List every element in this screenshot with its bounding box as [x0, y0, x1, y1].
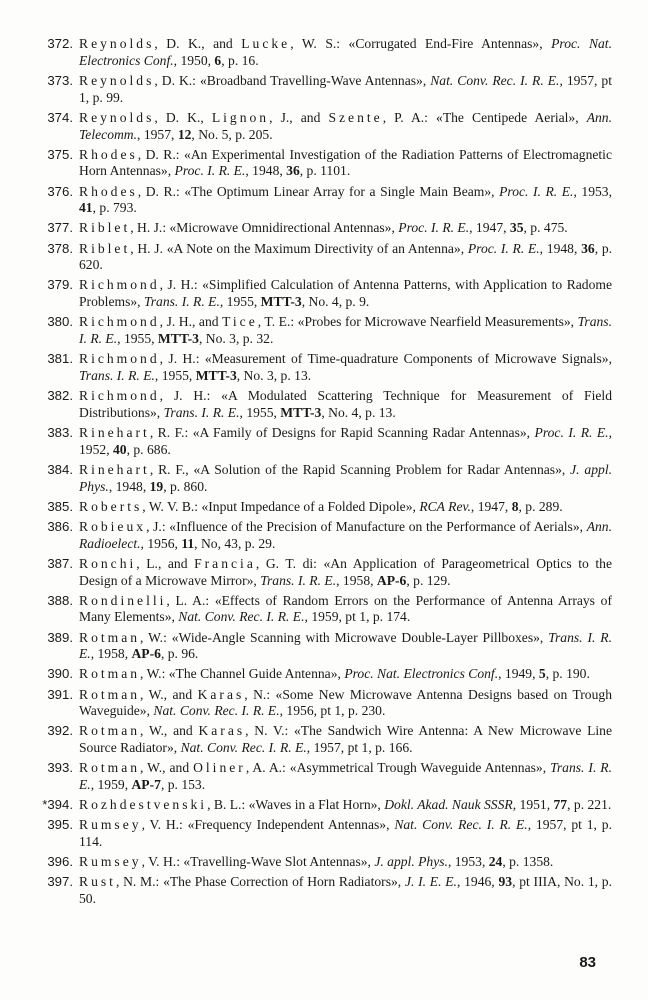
reference-segment: , p. 620. [79, 240, 613, 273]
reference-segment: , No. 4, p. 9. [301, 294, 370, 310]
reference-entry [16, 220, 612, 237]
author-surname: Szente [328, 109, 383, 125]
reference-entry [16, 556, 612, 590]
reference-text [79, 220, 612, 237]
reference-segment: , W., and [140, 723, 199, 739]
reference-segment: , H. J. «A Note on the Maximum Directivity of an Antenna», [130, 240, 468, 256]
volume-number: 19 [149, 478, 164, 494]
reference-entry [16, 184, 612, 218]
reference-segment: , N.: «Some New Microwave Antenna Designs based on Trough Waveguide», [79, 686, 612, 719]
volume-number: 36 [581, 240, 595, 256]
reference-text [79, 277, 612, 311]
journal-title: Proc. Nat. Electronics Conf. [344, 666, 499, 682]
author-surname: Reynolds [79, 109, 155, 125]
reference-segment: , W.: «The Channel Guide Antenna», [140, 666, 345, 682]
author-surname: Karas [197, 686, 245, 702]
reference-segment: , W.: «Wide-Angle Scanning with Microwave Double-Layer Pillboxes», [140, 629, 549, 645]
reference-segment: , 1953, [447, 854, 489, 870]
reference-segment: , p. 129. [406, 572, 451, 588]
reference-segment: , D. R.: «An Experimental Investigation of the Radiation Patterns of Electromagnetic Horn Antennas», [79, 146, 612, 179]
reference-entry [16, 797, 612, 814]
author-surname: Rumsey [79, 854, 142, 870]
reference-segment: , A. A.: «Asymmetrical Trough Waveguide Antennas», [245, 760, 551, 776]
reference-segment: , 1957, pt 1, p. 166. [306, 740, 413, 756]
journal-title: Trans. I. R. E. [79, 760, 613, 793]
author-surname: Reynolds [79, 72, 155, 88]
author-surname: Rotman [79, 723, 141, 739]
reference-text [79, 241, 612, 275]
reference-entry [16, 241, 612, 275]
reference-entry [16, 499, 612, 516]
reference-segment: , D. R.: «The Optimum Linear Array for a Single Main Beam», [137, 183, 500, 199]
journal-title: Ann. Telecomm. [79, 109, 612, 142]
reference-segment: , J., and [269, 109, 329, 125]
reference-list [16, 36, 612, 911]
reference-segment: , pt IIIA, No. 1, p. 50. [79, 874, 613, 907]
reference-segment: , 1949, [498, 666, 539, 682]
reference-entry [16, 687, 612, 721]
volume-number: 77 [553, 797, 568, 813]
reference-segment: , 1955, [117, 331, 158, 347]
volume-number: AP-6 [131, 646, 161, 662]
reference-segment: , T. E.: «Probes for Microwave Nearfield Measurements», [257, 314, 578, 330]
reference-text [79, 630, 612, 664]
reference-segment: , H. J.: «Microwave Omnidirectional Antennas», [130, 220, 399, 236]
reference-text [79, 666, 612, 683]
reference-segment: , L., and [136, 555, 195, 571]
reference-segment: , 1951, [512, 797, 554, 813]
reference-text [79, 462, 612, 496]
reference-segment: , 1957, pt 1, p. 99. [79, 72, 612, 105]
reference-entry [16, 36, 612, 70]
author-surname: Tice [222, 314, 258, 330]
reference-number: 372. [47, 36, 73, 51]
volume-number: 12 [177, 126, 192, 142]
reference-segment: , 1955, [219, 294, 261, 310]
author-surname: Rumsey [79, 817, 142, 833]
reference-number: 376. [47, 183, 73, 199]
volume-number: 93 [498, 874, 513, 890]
author-surname: Riblet [79, 220, 131, 236]
reference-segment: , p. 16. [221, 52, 259, 68]
reference-segment: , p. 221. [567, 797, 612, 813]
reference-text [79, 351, 612, 385]
reference-entry [16, 630, 612, 664]
reference-segment: , 1959, pt 1, p. 174. [304, 609, 411, 625]
author-surname: Ronchi [79, 555, 137, 571]
author-surname: Rotman [79, 629, 141, 645]
reference-segment: , J. H.: «Simplified Calculation of Antenna Patterns, with Application to Radome Problems», [79, 277, 612, 310]
journal-title: Trans. I. R. E. [79, 314, 612, 347]
reference-segment: , p. 1358. [502, 854, 554, 870]
author-surname: Riblet [79, 240, 131, 256]
reference-entry [16, 462, 612, 496]
reference-text [79, 817, 612, 851]
reference-segment: , p. 475. [523, 220, 568, 236]
reference-segment: , B. L.: «Waves in a Flat Horn», [207, 797, 385, 813]
volume-number: 11 [181, 535, 195, 551]
volume-number: AP-6 [376, 572, 407, 588]
reference-text [79, 73, 612, 107]
journal-title: J. I. E. E. [404, 874, 457, 890]
author-surname: Rhodes [79, 183, 138, 199]
reference-text [79, 36, 612, 70]
reference-text [79, 147, 612, 181]
reference-text [79, 854, 612, 871]
volume-number: 41 [79, 200, 93, 216]
author-surname: Rotman [79, 686, 141, 702]
reference-segment: , W., and [140, 760, 194, 776]
journal-title: Nat. Conv. Rec. I. R. E. [178, 609, 305, 625]
reference-segment: , p. 153. [160, 777, 206, 793]
author-surname: Karas [198, 723, 246, 739]
author-surname: Oliner [193, 760, 246, 776]
reference-segment: , J.: «Influence of the Precision of Manufacture on the Performance of Aerials», [146, 518, 587, 534]
volume-number: MTT-3 [195, 368, 237, 384]
reference-segment: , 1955, [154, 368, 196, 384]
reference-number: 383. [47, 425, 73, 440]
reference-segment: , R. F., «A Solution of the Rapid Scanning Problem for Radar Antennas», [149, 461, 571, 477]
author-surname: Roberts [79, 498, 143, 514]
reference-text [79, 314, 612, 348]
reference-segment: , No, 43, p. 29. [194, 535, 276, 551]
reference-segment: , p. 793. [92, 200, 137, 216]
journal-title: J. appl. Phys. [374, 854, 448, 870]
reference-segment: , 1955, [239, 404, 281, 420]
reference-entry [16, 874, 612, 908]
journal-title: Proc. I. R. E. [499, 183, 574, 199]
reference-segment: , p. 686. [126, 441, 171, 457]
author-surname: Rinehart [79, 461, 150, 477]
reference-segment: , 1959, [90, 777, 132, 793]
reference-segment: , 1956, pt 1, p. 230. [279, 703, 386, 719]
journal-title: Nat. Conv. Rec. I. R. E. [430, 72, 560, 88]
journal-title: Proc. I. R. E. [534, 425, 609, 440]
reference-segment: , D. K., and [154, 36, 242, 51]
journal-title: Ann. Radioelect. [79, 518, 612, 551]
reference-segment: , 1956, [140, 535, 182, 551]
reference-segment: , W. V. B.: «Input Impedance of a Folded Dipole», [142, 498, 420, 514]
reference-text [79, 593, 612, 627]
journal-title: Nat. Conv. Rec. I. R. E. [180, 740, 307, 756]
reference-segment: , No. 3, p. 13. [236, 368, 312, 384]
journal-title: J. appl. Phys. [79, 461, 612, 494]
reference-segment: , 1950, [173, 52, 215, 68]
journal-title: Dokl. Akad. Nauk SSSR [384, 797, 513, 813]
author-surname: Rotman [79, 666, 141, 682]
journal-title: Nat. Conv. Rec. I. R. E. [153, 703, 280, 719]
reference-entry [16, 666, 612, 683]
reference-text [79, 874, 612, 908]
journal-title: Proc. Nat. Electronics Conf. [79, 36, 612, 68]
reference-segment: , J. H.: «Measurement of Time-quadrature Components of Microwave Signals», [159, 351, 612, 367]
reference-text [79, 425, 612, 459]
reference-segment: , V. H.: «Frequency Independent Antennas», [141, 817, 395, 833]
reference-entry [16, 147, 612, 181]
journal-title: Trans. I. R. E. [79, 368, 155, 384]
author-surname: Rust [79, 874, 116, 890]
reference-segment: , N. V.: «The Sandwich Wire Antenna: A New Microwave Line Source Radiator», [79, 723, 613, 756]
reference-entry [16, 388, 612, 422]
reference-entry [16, 854, 612, 871]
journal-title: Trans. I. R. E. [143, 294, 220, 310]
author-surname: Richmond [79, 277, 160, 293]
reference-number: 381. [47, 351, 73, 367]
reference-text [79, 388, 612, 422]
reference-text [79, 519, 612, 553]
author-surname: Rinehart [79, 425, 150, 440]
author-surname: Lignon [211, 109, 270, 125]
reference-number: 387. [47, 555, 73, 571]
reference-number: 388. [47, 592, 73, 608]
reference-text [79, 760, 612, 794]
reference-text [79, 184, 612, 218]
reference-number: 396. [47, 854, 73, 870]
reference-number: 386. [47, 518, 73, 534]
author-surname: Richmond [79, 351, 160, 367]
reference-segment: , 1957, pt 1, p. 114. [79, 817, 612, 850]
reference-entry [16, 73, 612, 107]
reference-segment: , D. K., [154, 109, 212, 125]
reference-segment: , p. 96. [160, 646, 199, 662]
reference-number: 377. [47, 220, 73, 236]
reference-segment: , 1948, [539, 240, 582, 256]
reference-entry [16, 351, 612, 385]
reference-segment: , P. A.: «The Centipede Aerial», [382, 109, 587, 125]
volume-number: MTT-3 [280, 404, 322, 420]
volume-number: 40 [112, 441, 127, 457]
reference-number: 384. [47, 461, 73, 477]
volume-number: MTT-3 [260, 294, 302, 310]
reference-number: 375. [47, 146, 73, 162]
author-surname: Rondinelli [79, 592, 167, 608]
volume-number: MTT-3 [157, 331, 199, 347]
reference-segment: , V. H.: «Travelling-Wave Slot Antennas», [141, 854, 375, 870]
reference-number: 385. [47, 498, 73, 514]
reference-text [79, 723, 612, 757]
journal-title: Proc. I. R. E. [467, 240, 540, 256]
reference-entry [16, 425, 612, 459]
journal-title: RCA Rev. [419, 498, 471, 514]
journal-title: Proc. I. R. E. [398, 220, 470, 236]
author-surname: Lucke [241, 36, 291, 51]
author-surname: Robieux [79, 518, 147, 534]
reference-segment: , J. H., and [159, 314, 223, 330]
reference-segment: , N. M.: «The Phase Correction of Horn Radiators», [115, 874, 405, 890]
reference-segment: , No. 5, p. 205. [191, 126, 273, 142]
reference-segment: , 1958, [90, 646, 132, 662]
reference-number: 373. [47, 72, 73, 88]
reference-text [79, 499, 612, 516]
volume-number: 35 [509, 220, 524, 236]
page-number: 83 [579, 954, 596, 971]
reference-segment: , 1957, [137, 126, 178, 142]
reference-segment: , 1948, [108, 478, 150, 494]
author-surname: Richmond [79, 388, 160, 404]
reference-segment: , p. 860. [163, 478, 208, 494]
reference-entry [16, 760, 612, 794]
journal-title: Trans. I. R. E. [260, 572, 337, 588]
reference-segment: , No. 3, p. 32. [198, 331, 274, 347]
reference-segment: , W. S.: «Corrugated End-Fire Antennas», [290, 36, 552, 51]
author-surname: Rotman [79, 760, 141, 776]
journal-title: Trans. I. R. E. [79, 629, 612, 662]
reference-segment: , W., and [140, 686, 198, 702]
reference-segment: , p. 1101. [299, 163, 351, 179]
reference-segment: , 1952, [79, 425, 612, 457]
reference-number: 395. [47, 817, 73, 833]
reference-segment: , p. 190. [545, 666, 590, 682]
reference-number: 380. [47, 314, 73, 330]
reference-text [79, 687, 612, 721]
reference-entry [16, 314, 612, 348]
volume-number: 8 [511, 498, 519, 514]
reference-text [79, 556, 612, 590]
reference-text [79, 797, 612, 814]
reference-entry [16, 817, 612, 851]
reference-segment: , 1953, [573, 183, 613, 199]
reference-segment: , p. 289. [518, 498, 563, 514]
reference-segment: , D. K.: «Broadband Travelling-Wave Antennas», [154, 72, 431, 88]
reference-entry [16, 593, 612, 627]
reference-entry [16, 277, 612, 311]
reference-segment: , L. A.: «Effects of Random Errors on the Performance of Antenna Arrays of Many Elements», [79, 592, 612, 625]
reference-entry [16, 110, 612, 144]
reference-number: 374. [47, 109, 73, 125]
reference-segment: , 1948, [245, 163, 287, 179]
reference-number: 392. [47, 723, 73, 739]
author-surname: Francia [194, 555, 256, 571]
reference-entry [16, 723, 612, 757]
volume-number: 36 [286, 163, 300, 179]
reference-text [79, 110, 612, 144]
reference-segment: , R. F.: «A Family of Designs for Rapid Scanning Radar Antennas», [149, 425, 535, 440]
reference-segment: , 1947, [470, 498, 512, 514]
reference-number: 382. [47, 388, 73, 404]
volume-number: AP-7 [131, 777, 161, 793]
reference-segment: , G. T. di: «An Application of Parageometrical Optics to the Design of a Microwave Mirror», [79, 555, 613, 588]
reference-segment: , 1947, [469, 220, 510, 236]
reference-segment: , No. 4, p. 13. [321, 404, 396, 420]
reference-number: 390. [47, 666, 73, 682]
reference-number: 397. [47, 874, 73, 890]
reference-number: 393. [47, 760, 73, 776]
reference-segment: , J. H.: «A Modulated Scattering Technique for Measurement of Field Distributions», [79, 388, 612, 420]
reference-number: 391. [47, 686, 73, 702]
reference-number: 389. [47, 629, 73, 645]
author-surname: Rhodes [79, 146, 138, 162]
journal-title: Nat. Conv. Rec. I. R. E. [394, 817, 528, 833]
reference-number: 378. [47, 240, 73, 256]
volume-number: 6 [214, 52, 222, 68]
journal-title: Proc. I. R. E. [174, 163, 246, 179]
author-surname: Reynolds [79, 36, 155, 51]
volume-number: 5 [538, 666, 546, 682]
reference-segment: , 1946, [456, 874, 499, 890]
journal-title: Trans. I. R. E. [163, 404, 240, 420]
reference-number: *394. [42, 797, 73, 813]
author-surname: Richmond [79, 314, 160, 330]
reference-entry [16, 519, 612, 553]
volume-number: 24 [488, 854, 503, 870]
author-surname: Rozhdestvenski [79, 797, 208, 813]
reference-number: 379. [47, 277, 73, 293]
reference-segment: , 1958, [336, 572, 377, 588]
